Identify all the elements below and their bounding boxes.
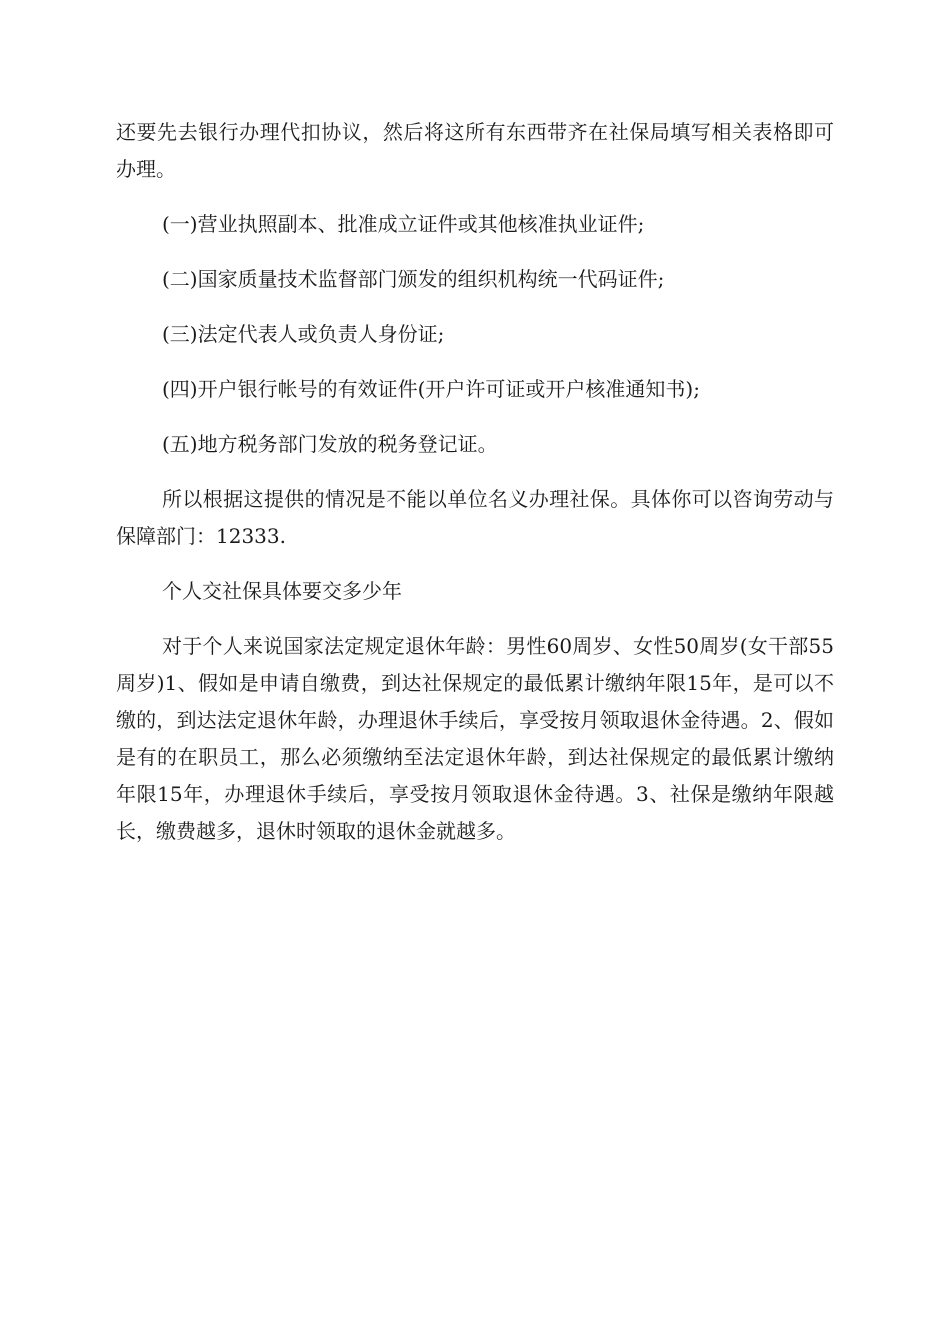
section-heading-social-security-years: 个人交社保具体要交多少年 — [162, 579, 402, 603]
document-body — [116, 114, 834, 850]
list-item-legal-representative-id: (三)法定代表人或负责人身份证; — [162, 322, 445, 346]
list-item-organization-code: (二)国家质量技术监督部门颁发的组织机构统一代码证件; — [162, 267, 665, 291]
paragraph-bank-agreement: 还要先去银行办理代扣协议，然后将这所有东西带齐在社保局填写相关表格即可办理。 — [116, 120, 834, 181]
list-item-tax-registration: (五)地方税务部门发放的税务登记证。 — [162, 432, 498, 456]
paragraph-retirement-details: 对于个人来说国家法定规定退休年龄：男性60周岁、女性50周岁(女干部55周岁)1、假如是申请自缴费，到达社保规定的最低累计缴纳年限15年，是可以不缴的，到达法定退休年龄，办理退休手续后，享受按月领取退休金待遇。2、假如是有的在职员工，那么必须缴纳至法定退休年龄，到达社保规定的最低累计缴纳年限15年，办理退休手续后，享受按月领取退休金待遇。3、社保是缴纳年限越长，缴费越多，退休时领取的退休金就越多。 — [116, 634, 834, 843]
list-item-business-license: (一)营业执照副本、批准成立证件或其他核准执业证件; — [162, 212, 645, 236]
paragraph-consult-hotline: 所以根据这提供的情况是不能以单位名义办理社保。具体你可以咨询劳动与保障部门：12333. — [116, 487, 834, 548]
list-item-bank-account-certificate: (四)开户银行帐号的有效证件(开户许可证或开户核准通知书); — [162, 377, 700, 401]
